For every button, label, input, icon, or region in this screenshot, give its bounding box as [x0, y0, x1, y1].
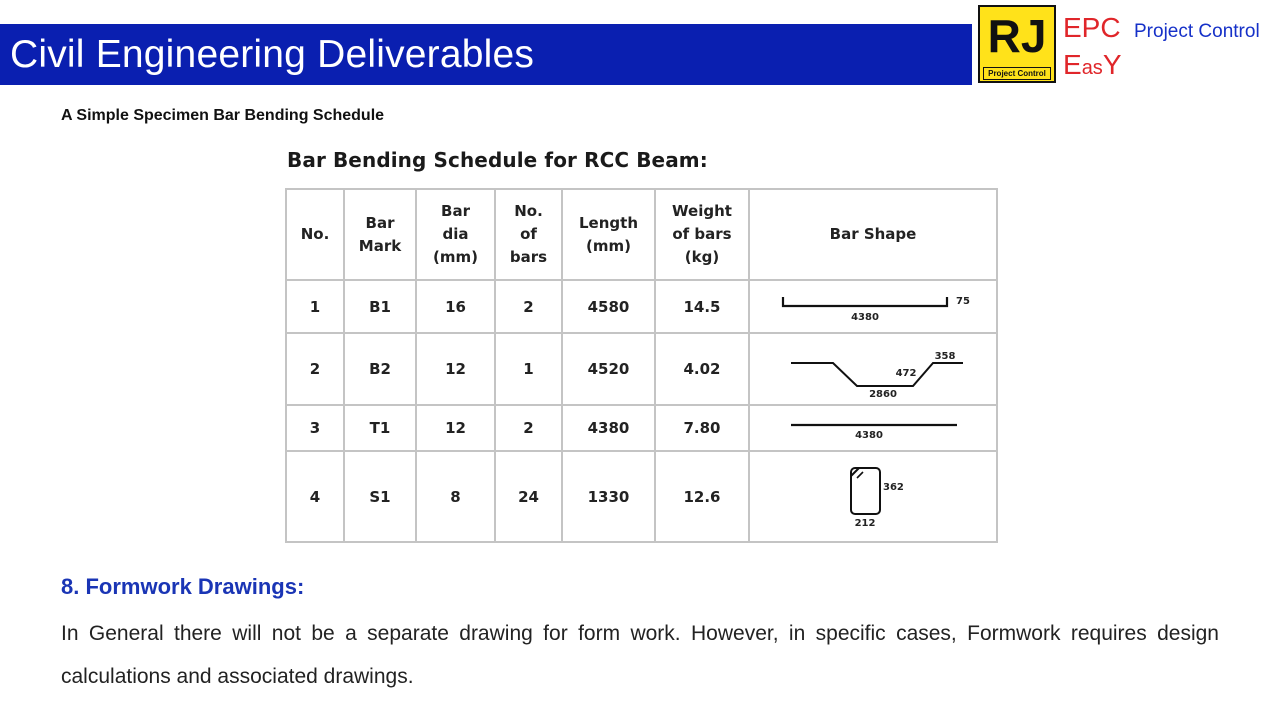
cell-bars: 2: [495, 405, 562, 451]
header-line: Weight: [672, 202, 732, 220]
cell-mark: S1: [344, 451, 416, 542]
header-bar-mark: [344, 189, 416, 280]
cell-length: 1330: [562, 451, 655, 542]
cell-dia: 8: [416, 451, 495, 542]
table-row: [286, 451, 997, 542]
header-line: (mm): [586, 236, 631, 255]
cell-length: 4380: [562, 405, 655, 451]
brand-easy-y: Y: [1102, 49, 1122, 80]
header-length: [562, 189, 655, 280]
header-line: (mm): [433, 248, 478, 266]
cell-no: 3: [286, 405, 344, 451]
shape-label: 212: [854, 517, 876, 529]
table-row: [286, 405, 997, 451]
header-line: Bar Shape: [829, 225, 917, 243]
header-line: No.: [300, 225, 330, 243]
brand-easy-e: E: [1063, 49, 1082, 80]
table-title: Bar Bending Schedule for RCC Beam:: [287, 148, 708, 172]
subtitle: A Simple Specimen Bar Bending Schedule: [61, 107, 385, 124]
brand-project-control: Project Control: [1134, 21, 1260, 42]
shape-label: 4380: [851, 311, 879, 323]
cranked-bar-shape: [773, 338, 973, 400]
logo-strip: Project Control: [983, 67, 1051, 80]
cell-bars: 1: [495, 333, 562, 405]
shape-label: 362: [883, 481, 904, 493]
cell-weight: 14.5: [655, 280, 749, 333]
shape-label: 75: [956, 295, 970, 307]
brand-easy-as: as: [1081, 57, 1103, 79]
cell-mark: B2: [344, 333, 416, 405]
shape-label: 358: [934, 351, 956, 362]
title-bar: [0, 24, 972, 85]
cell-mark: T1: [344, 405, 416, 451]
shape-label: 2860: [869, 389, 897, 400]
header-line: Bar: [441, 202, 470, 220]
cell-dia: 12: [416, 333, 495, 405]
header-line: of: [520, 225, 537, 243]
header-line: Length: [579, 213, 638, 232]
cell-no: 1: [286, 280, 344, 333]
cell-dia: 16: [416, 280, 495, 333]
cell-mark: B1: [344, 280, 416, 333]
header-line: Mark: [358, 236, 402, 255]
page-title: Civil Engineering Deliverables: [10, 32, 535, 76]
header-no-of-bars: [495, 189, 562, 280]
section-heading: 8. Formwork Drawings:: [61, 574, 305, 599]
shape-label: 4380: [855, 430, 883, 441]
straight-bar-shape: [773, 413, 973, 443]
table-row: [286, 280, 997, 333]
header-line: (kg): [684, 248, 720, 266]
cell-weight: 4.02: [655, 333, 749, 405]
brand-easy: [1063, 49, 1122, 84]
header-weight: [655, 189, 749, 280]
header-bar-shape: [749, 189, 997, 280]
cell-no: 2: [286, 333, 344, 405]
cell-shape: [749, 333, 997, 405]
stirrup-shape: [773, 462, 973, 532]
straight-bar-with-end-hooks-shape: [773, 290, 973, 324]
cell-weight: 7.80: [655, 405, 749, 451]
header-no: [286, 189, 344, 280]
cell-dia: 12: [416, 405, 495, 451]
section-paragraph: In General there will not be a separate drawing for form work. However, in specific cases, Formwork requires design calculations and associated drawings.: [61, 622, 1219, 688]
cell-shape: [749, 280, 997, 333]
cell-weight: 12.6: [655, 451, 749, 542]
header-line: bars: [509, 248, 548, 266]
header-line: dia: [442, 225, 469, 243]
cell-no: 4: [286, 451, 344, 542]
cell-bars: 2: [495, 280, 562, 333]
shape-label: 472: [895, 368, 917, 379]
header-line: of bars: [672, 225, 732, 243]
logo-mark: RJ: [987, 10, 1047, 62]
cell-shape: [749, 405, 997, 451]
bar-bending-schedule-table: [285, 188, 998, 543]
table-header-row: [286, 189, 997, 280]
header-line: Bar: [365, 213, 395, 232]
cell-bars: 24: [495, 451, 562, 542]
cell-length: 4520: [562, 333, 655, 405]
table-row: [286, 333, 997, 405]
brand-epc: EPC: [1063, 12, 1121, 43]
header-bar-dia: [416, 189, 495, 280]
cell-shape: [749, 451, 997, 542]
header-line: No.: [514, 202, 543, 220]
cell-length: 4580: [562, 280, 655, 333]
rj-logo: [978, 5, 1056, 83]
